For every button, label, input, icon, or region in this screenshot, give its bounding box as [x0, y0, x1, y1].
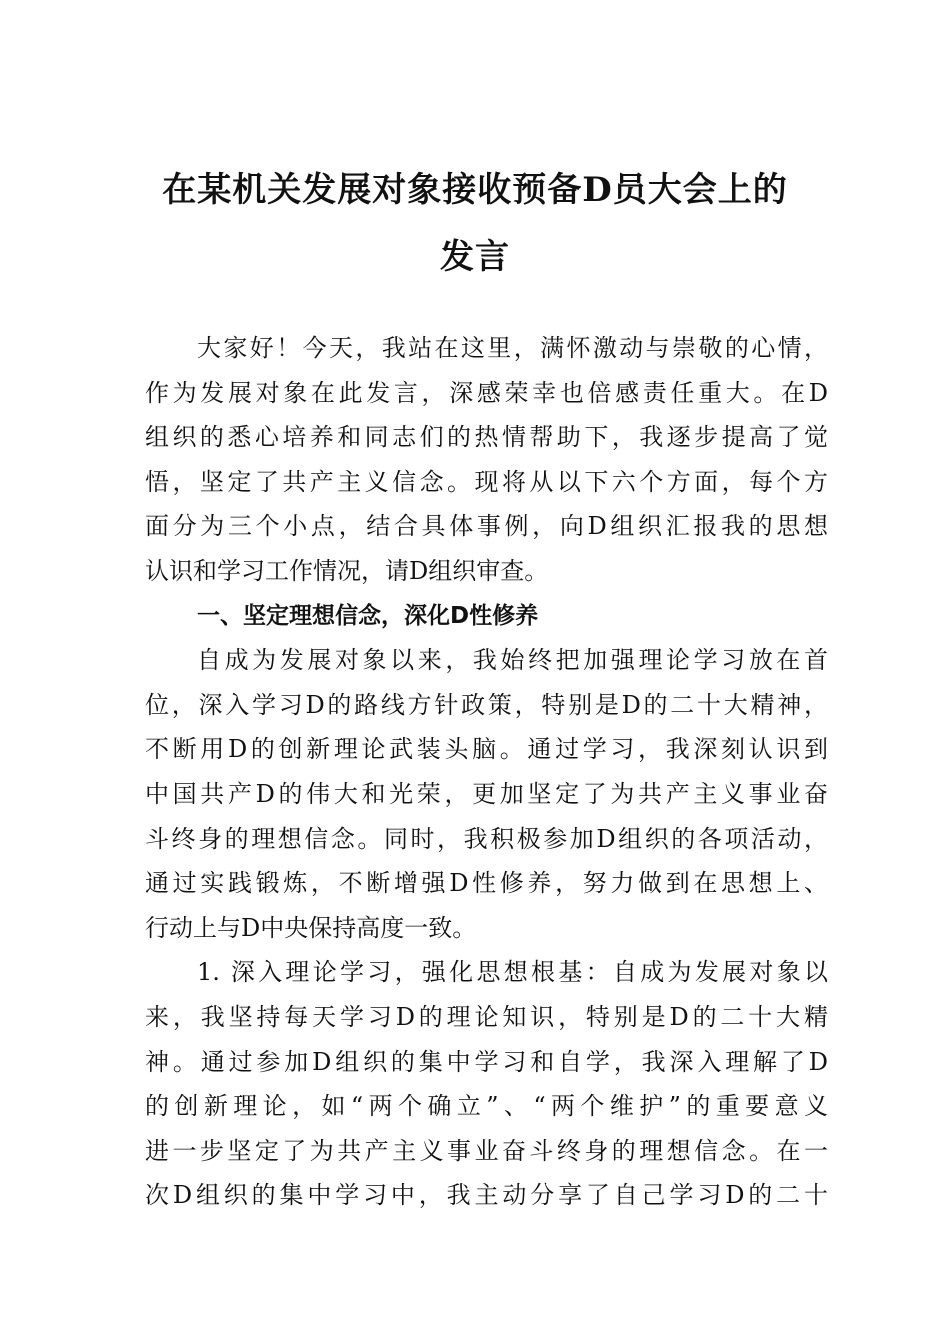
paragraph-line: 自成为发展对象以来，我始终把加强理论学习放在首: [197, 646, 828, 675]
paragraph-line: 位，深入学习D的路线方针政策，特别是D的二十大精神，: [145, 690, 828, 719]
paragraph-line: 次D组织的集中学习中，我主动分享了自己学习D的二十: [145, 1181, 828, 1210]
paragraph-line: 中国共产D的伟大和光荣，更加坚定了为共产主义事业奋: [145, 779, 828, 808]
document-title-line-2: 发言: [440, 237, 510, 277]
paragraph-line: 大家好！今天，我站在这里，满怀激动与崇敬的心情，: [197, 334, 828, 362]
paragraph-line: 不断用D的创新理论武装头脑。通过学习，我深刻认识到: [145, 735, 828, 764]
section-heading: 一、坚定理想信念，深化D性修养: [197, 602, 539, 629]
paragraph-line: 神。通过参加D组织的集中学习和自学，我深入理解了D: [145, 1047, 828, 1076]
document-title-line-1: 在某机关发展对象接收预备D员大会上的: [162, 170, 788, 210]
paragraph-line: 行动上与D中央保持高度一致。: [145, 913, 477, 942]
paragraph-line: 进一步坚定了为共产主义事业奋斗终身的理想信念。在一: [145, 1136, 828, 1165]
paragraph-line: 组织的悉心培养和同志们的热情帮助下，我逐步提高了觉: [145, 423, 828, 452]
paragraph-line: 面分为三个小点，结合具体事例，向D组织汇报我的思想: [145, 512, 828, 541]
paragraph-line: 认识和学习工作情况，请D组织审查。: [145, 556, 549, 585]
paragraph-line: 作为发展对象在此发言，深感荣幸也倍感责任重大。在D: [145, 378, 828, 407]
paragraph-line: 的创新理论，如“两个确立”、“两个维护”的重要意义: [145, 1092, 828, 1121]
paragraph-line: 来，我坚持每天学习D的理论知识，特别是D的二十大精: [145, 1002, 828, 1031]
paragraph-line: 1. 深入理论学习，强化思想根基：自成为发展对象以: [197, 958, 828, 987]
document-body: [145, 326, 828, 1218]
paragraph-line: 悟，坚定了共产主义信念。现将从以下六个方面，每个方: [145, 467, 828, 496]
paragraph-line: 通过实践锻炼，不断增强D性修养，努力做到在思想上、: [145, 869, 828, 898]
paragraph-line: 斗终身的理想信念。同时，我积极参加D组织的各项活动，: [145, 824, 828, 853]
